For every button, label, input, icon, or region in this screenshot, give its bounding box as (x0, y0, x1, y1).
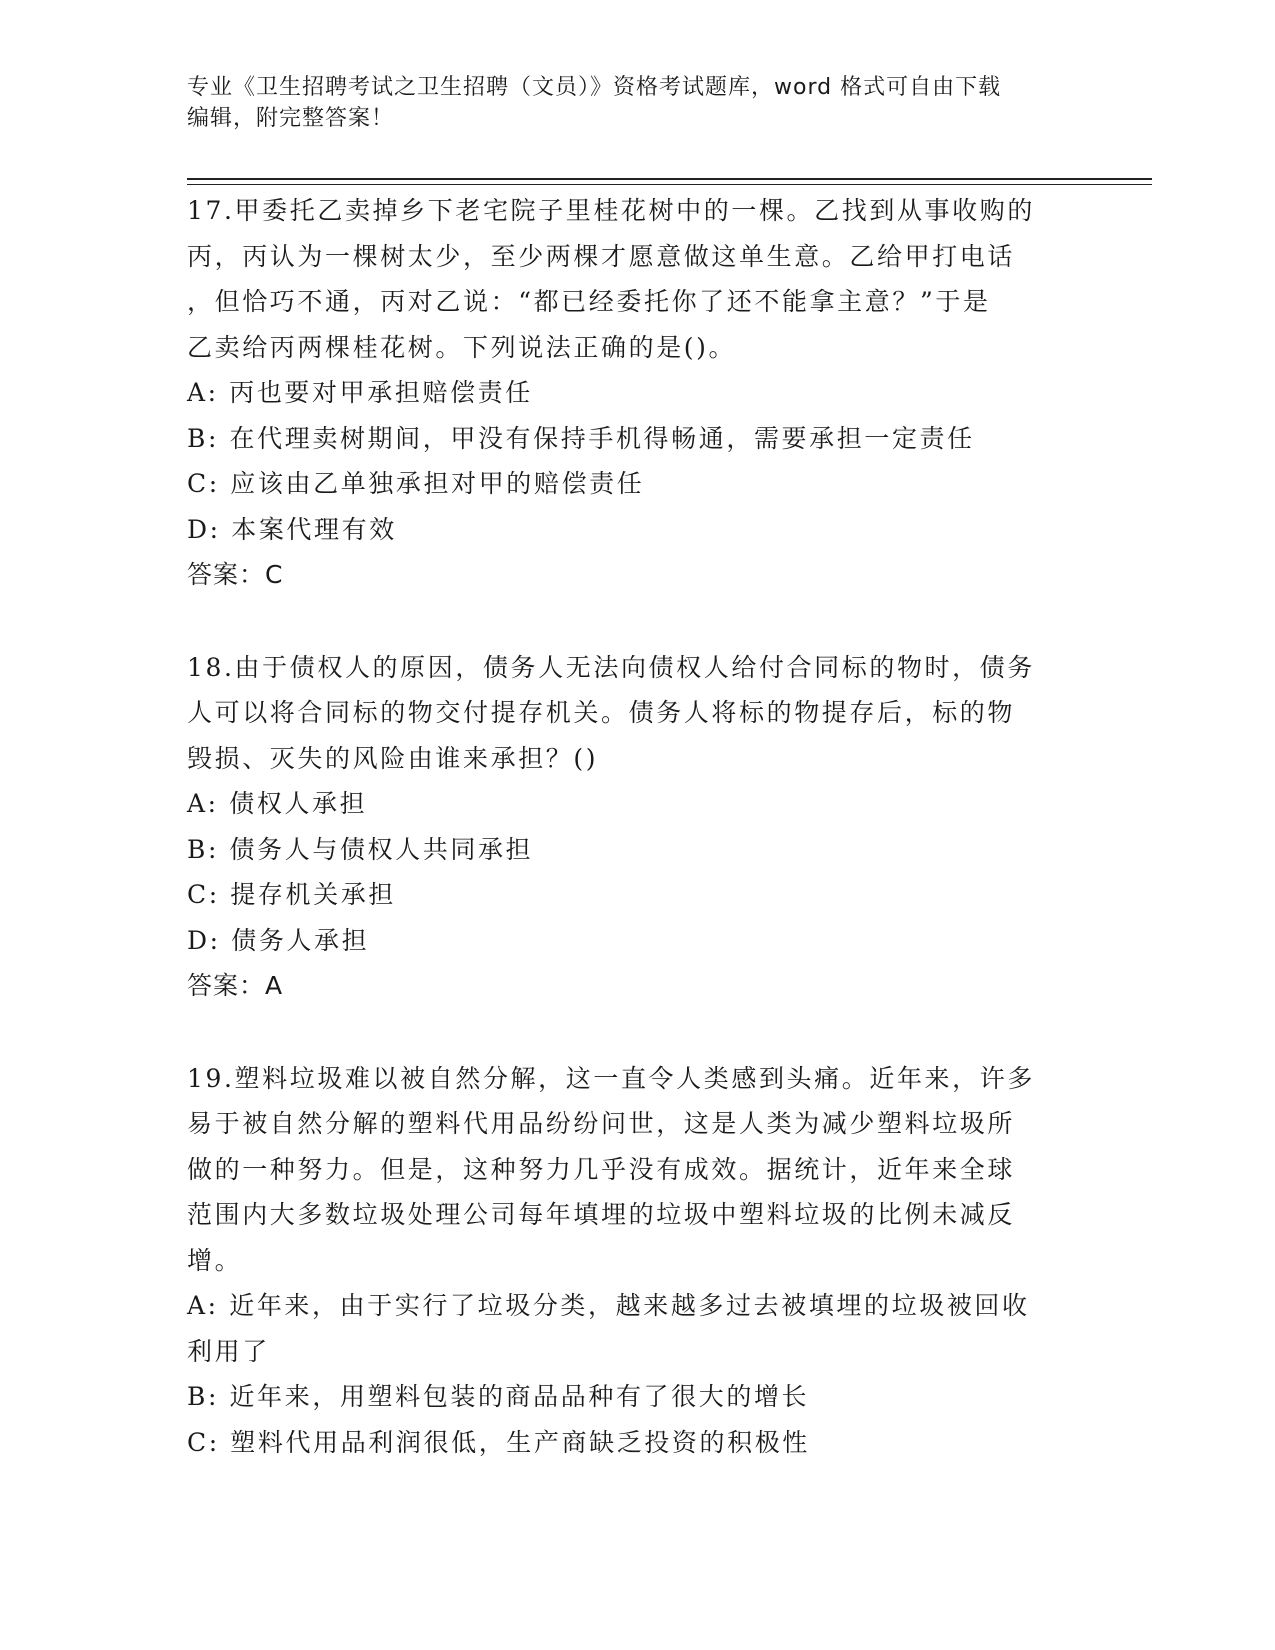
question-stem-line: 人可以将合同标的物交付提存机关。债务人将标的物提存后，标的物 (187, 698, 1016, 727)
option-c: C: 塑料代用品利润很低，生产商缺乏投资的积极性 (187, 1427, 810, 1457)
option-a: A: 近年来，由于实行了垃圾分类，越来越多过去被填埋的垃圾被回收 (187, 1291, 1030, 1320)
question-stem-line: 乙卖给丙两棵桂花树。下列说法正确的是()。 (187, 332, 737, 362)
header-divider-thin (187, 184, 1152, 185)
question-18 (187, 645, 1087, 1009)
option-a-continued: 利用了 (187, 1336, 270, 1366)
option-a: A: 丙也要对甲承担赔偿责任 (187, 378, 533, 407)
header-line-1: 专业《卫生招聘考试之卫生招聘（文员）》资格考试题库，word 格式可自由下载 (187, 75, 1002, 100)
question-stem-line: 毁损、灭失的风险由谁来承担？() (187, 743, 599, 773)
option-b: B: 近年来，用塑料包装的商品品种有了很大的增长 (187, 1382, 810, 1411)
question-stem-line: 17.甲委托乙卖掉乡下老宅院子里桂花树中的一棵。乙找到从事收购的 (187, 196, 1035, 225)
question-17 (187, 188, 1087, 598)
question-stem-line: 做的一种努力。但是，这种努力几乎没有成效。据统计，近年来全球 (187, 1154, 1016, 1184)
question-list (187, 188, 1087, 1512)
question-stem-line: 范围内大多数垃圾处理公司每年填埋的垃圾中塑料垃圾的比例未减反 (187, 1200, 1016, 1229)
answer-text: 答案：C (187, 560, 284, 589)
question-stem-line: ，但恰巧不通，丙对乙说：“都已经委托你了还不能拿主意？”于是 (187, 287, 991, 316)
header-divider-thick (187, 178, 1152, 180)
option-c: C: 应该由乙单独承担对甲的赔偿责任 (187, 469, 645, 498)
option-b: B: 在代理卖树期间，甲没有保持手机得畅通，需要承担一定责任 (187, 423, 975, 453)
document-header (187, 72, 1087, 134)
option-d: D: 本案代理有效 (187, 514, 397, 544)
question-19 (187, 1056, 1087, 1466)
option-c: C: 提存机关承担 (187, 880, 396, 909)
question-stem-line: 19.塑料垃圾难以被自然分解，这一直令人类感到头痛。近年来，许多 (187, 1063, 1035, 1093)
option-d: D: 债务人承担 (187, 925, 370, 955)
question-stem-line: 18.由于债权人的原因，债务人无法向债权人给付合同标的物时，债务 (187, 652, 1035, 682)
answer-text: 答案：A (187, 971, 284, 1000)
question-stem-line: 增。 (187, 1245, 243, 1275)
question-stem-line: 丙，丙认为一棵树太少，至少两棵才愿意做这单生意。乙给甲打电话 (187, 241, 1016, 271)
question-stem-line: 易于被自然分解的塑料代用品纷纷问世，这是人类为减少塑料垃圾所 (187, 1109, 1016, 1138)
option-a: A: 债权人承担 (187, 789, 368, 818)
option-b: B: 债务人与债权人共同承担 (187, 834, 534, 864)
header-line-2: 编辑，附完整答案！ (187, 106, 395, 131)
